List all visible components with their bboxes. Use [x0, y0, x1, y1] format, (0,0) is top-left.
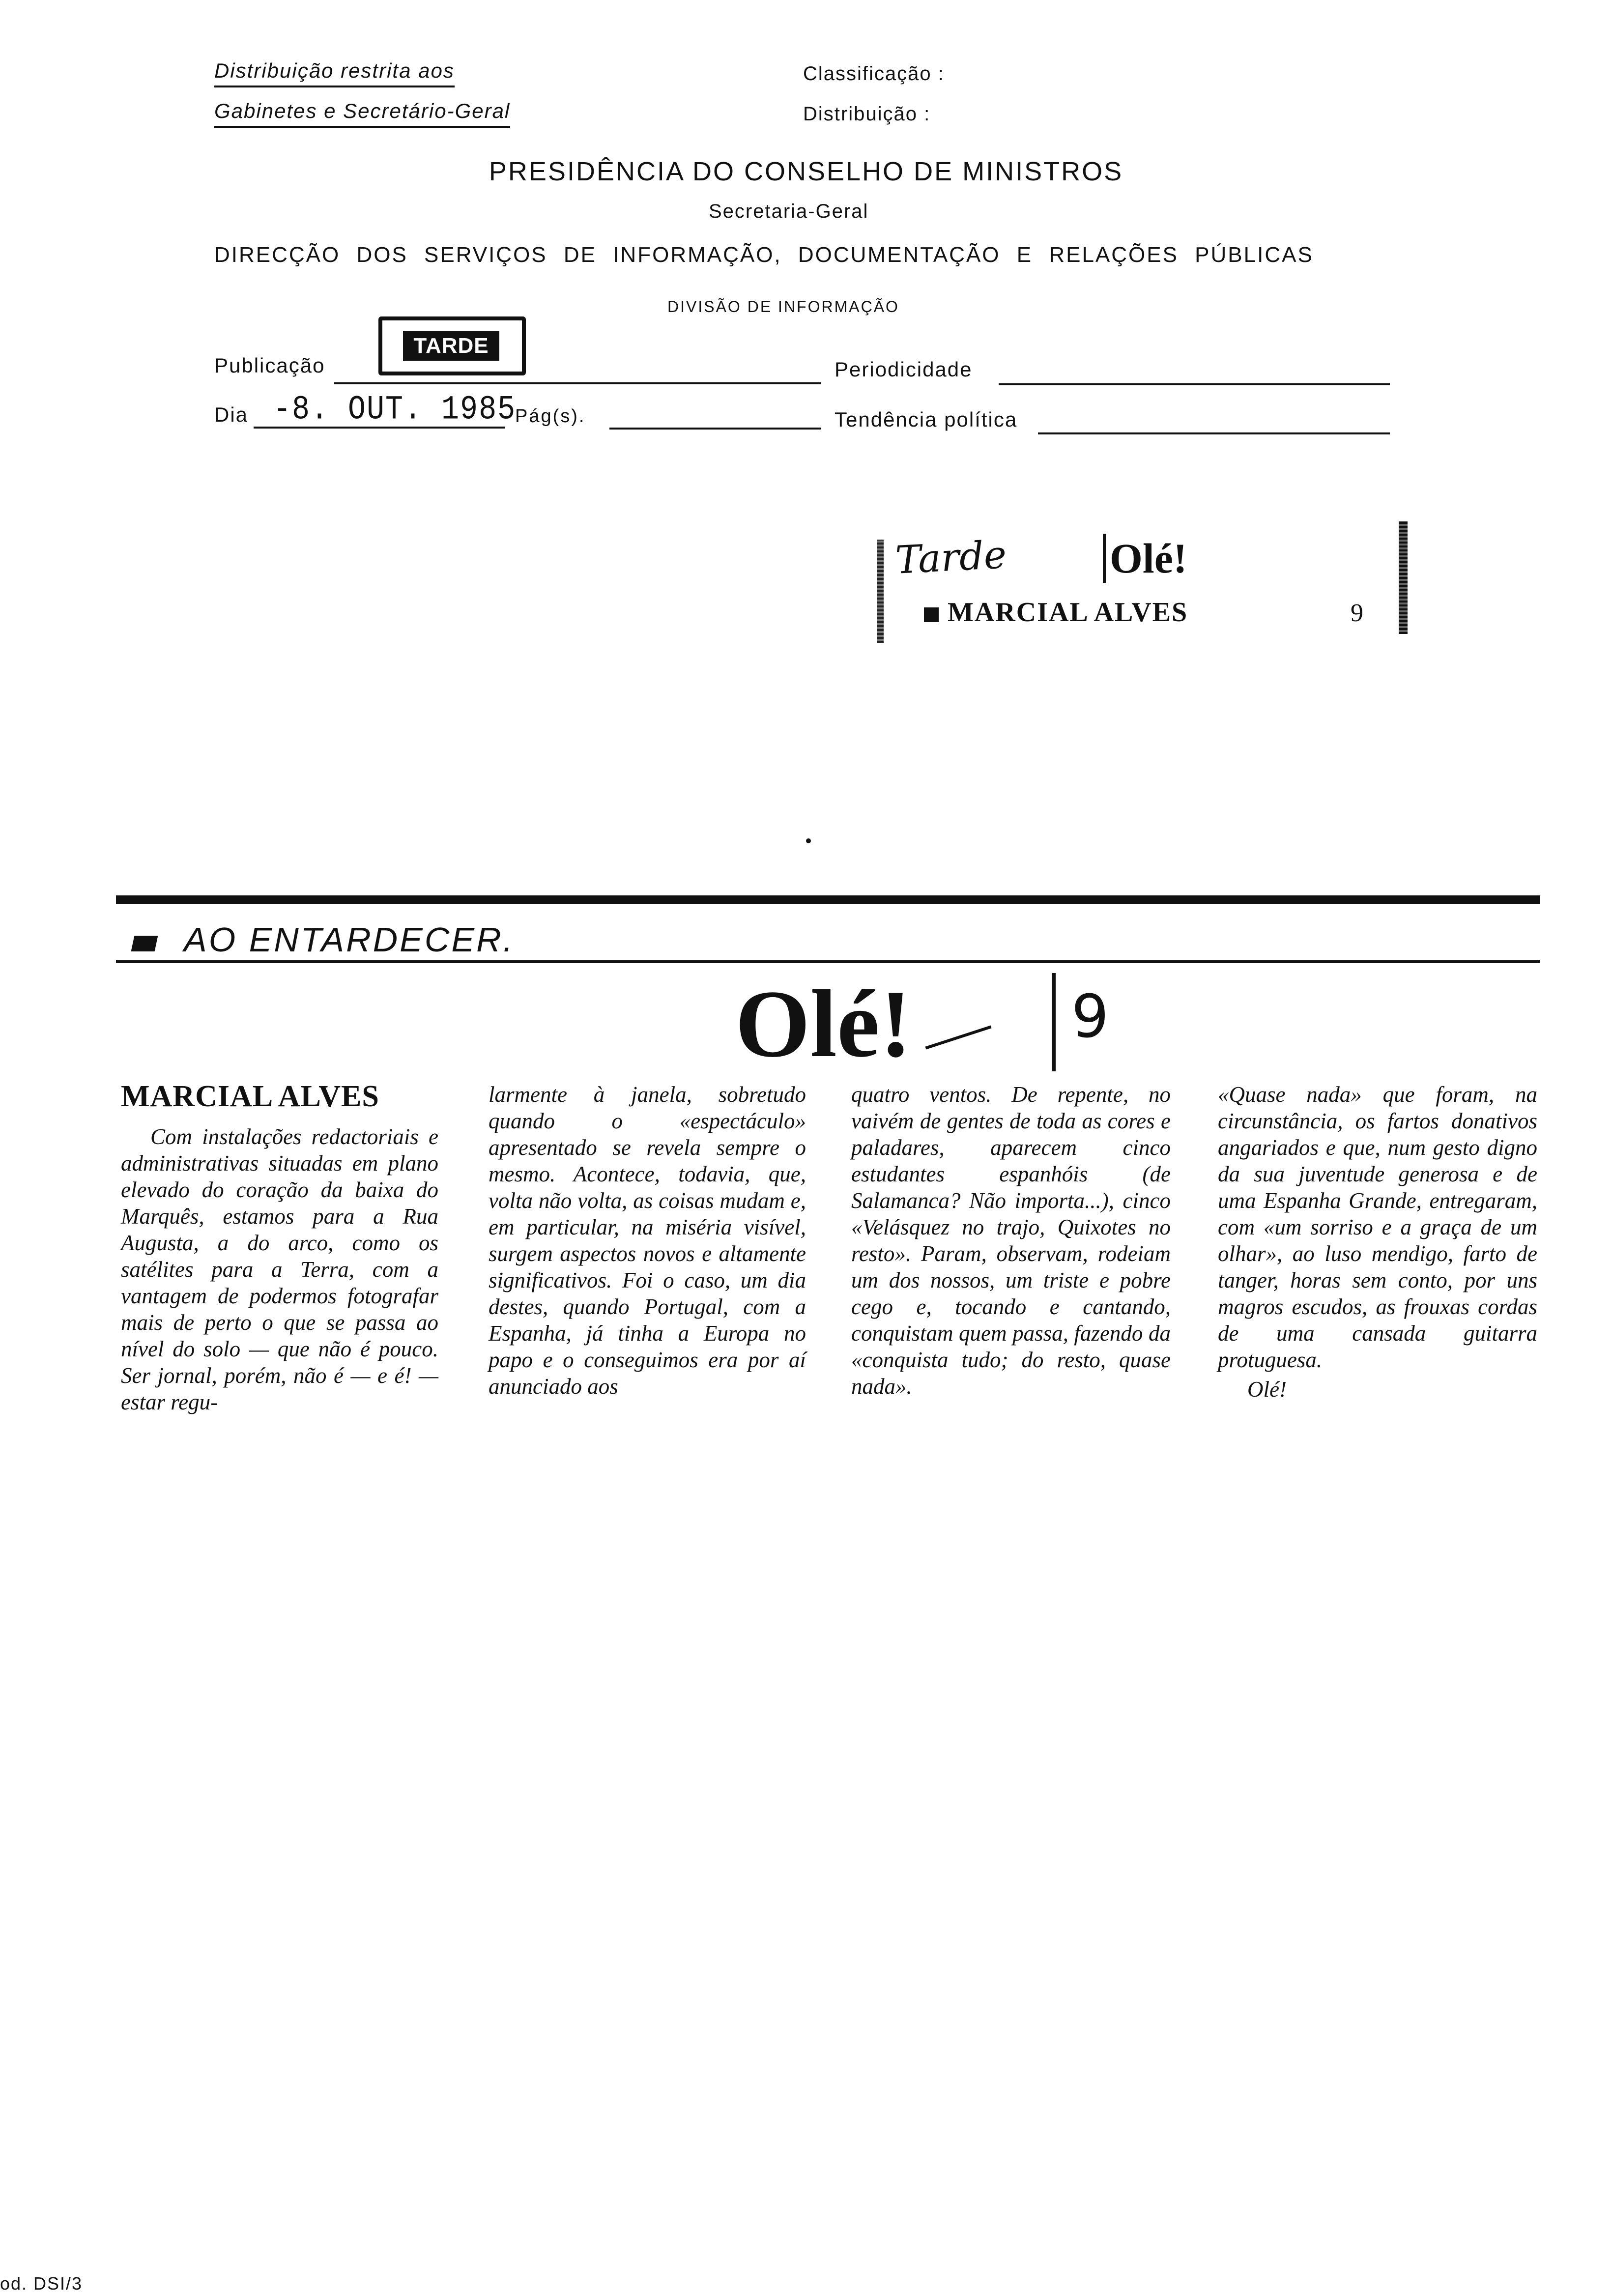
article-column-4 [1218, 1081, 1537, 1403]
article-paragraph-1: Com instalações redactoriais e administrativas situadas em plano elevado do coração da baixa do Marquês, estamos para a Rua Augusta, a do arco, como os satélites para a Terra, com a vantagem de podermos fotografar mais de perto o que se passa ao nível do solo — que não é pouco. Ser jornal, porém, não é — e é! — estar regu- [121, 1124, 438, 1414]
clipping-edge-left [877, 540, 884, 643]
article-column-2 [489, 1081, 806, 1400]
distribution-label: Distribuição : [803, 103, 931, 125]
periodicity-field-line [999, 383, 1390, 385]
clipping-author: MARCIAL ALVES [948, 597, 1188, 628]
article-paragraph-3: quatro ventos. De repente, no vaivém de gentes de toda as cores e paladares, aparecem cinco estudantes espanhóis (de Salamanca? Não importa...), cinco «Velásquez no trajo, Quixotes no resto». Param, observam, rodeiam um dos nossos, um triste e pobre cego e, tocando e cantando, conquistam quem passa, fazendo da «conquista tudo; do resto, quase nada». [851, 1082, 1171, 1399]
clipping-page-number: 9 [1351, 599, 1363, 627]
article-closing: Olé! [1247, 1377, 1287, 1402]
clipping-title: Olé! [1103, 534, 1187, 583]
article-column-1 [121, 1123, 438, 1415]
org-subtitle: Secretaria-Geral [709, 201, 869, 222]
day-label: Dia [214, 403, 249, 426]
clipping-edge-right [1399, 521, 1408, 634]
article-title: Olé! [735, 971, 912, 1077]
article-top-rule [116, 895, 1540, 904]
handwritten-stroke [1052, 973, 1056, 1071]
classification-label: Classificação : [803, 63, 945, 85]
publication-stamp: TARDE [403, 331, 499, 361]
division-name: DIVISÃO DE INFORMAÇÃO [667, 298, 899, 316]
pages-label: Pág(s). [515, 406, 586, 427]
publication-field-line [334, 382, 821, 384]
restricted-distribution-line2: Gabinetes e Secretário-Geral [214, 99, 510, 128]
political-tendency-field-line [1038, 432, 1390, 434]
pages-field-line [609, 428, 821, 430]
publication-stamp-frame [378, 316, 526, 375]
form-code: od. DSI/3 [0, 2273, 83, 2294]
bullet-square-icon [924, 607, 939, 622]
date-stamp: -8. OUT. 1985 [273, 390, 517, 430]
section-marker-icon [131, 936, 158, 951]
org-title: PRESIDÊNCIA DO CONSELHO DE MINISTROS [489, 157, 1123, 186]
handwritten-dash [925, 1026, 991, 1050]
directorate-name: DIRECÇÃO DOS SERVIÇOS DE INFORMAÇÃO, DOCUMENTAÇÃO E RELAÇÕES PÚBLICAS [214, 243, 1314, 267]
article-paragraph-4: «Quase nada» que foram, na circunstância, os fartos donativos angariados e que, num gesto digno da sua juventude generosa e de uma Espanha Grande, entregaram, com «um sorriso e a graça de um olhar», ao luso mendigo, farto de tanger, horas sem conto, por uns magros escudos, as frouxas cordas de uma cansada guitarra protuguesa. [1218, 1082, 1537, 1372]
political-tendency-label: Tendência política [835, 408, 1018, 431]
article-column-3 [851, 1081, 1171, 1400]
article-paragraph-2: larmente à janela, sobretudo quando o «espectáculo» apresentado se revela sempre o mesmo. Acontece, todavia, que, volta não volta, as coisas mudam e, em particular, na miséria visível, surgem aspectos novos e altamente significativos. Foi o caso, um dia destes, quando Portugal, com a Espanha, já tinha a Europa no papo e o conseguimos era por aí anunciado aos [489, 1082, 806, 1399]
periodicity-label: Periodicidade [835, 358, 973, 381]
section-heading: AO ENTARDECER. [184, 920, 515, 959]
speck [806, 838, 811, 843]
handwritten-page-number: 9 [1071, 983, 1109, 1051]
publication-label: Publicação [214, 354, 325, 377]
restricted-distribution-line1: Distribuição restrita aos [214, 59, 455, 87]
section-rule [116, 960, 1540, 963]
handwritten-publication: Tarde [894, 533, 1008, 583]
article-author: MARCIAL ALVES [121, 1080, 379, 1113]
